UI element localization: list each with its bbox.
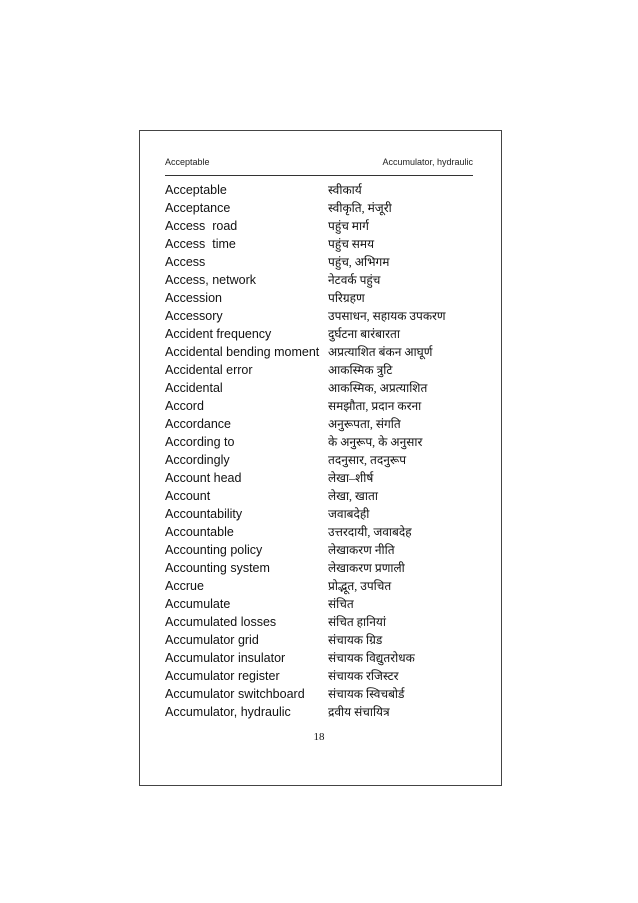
header-rule (165, 175, 473, 176)
glossary-entry (165, 451, 485, 469)
hindi-equivalent: के अनुरूप, के अनुसार (328, 435, 423, 449)
glossary-entry (165, 217, 485, 235)
hindi-equivalent: तदनुसार, तदनुरूप (328, 453, 407, 467)
glossary-entry (165, 397, 485, 415)
hindi-equivalent: लेखा, खाता (328, 489, 378, 503)
hindi-equivalent: अप्रत्याशित बंकन आघूर्ण (328, 345, 433, 359)
hindi-equivalent: परिग्रहण (328, 291, 365, 305)
glossary-entry (165, 523, 485, 541)
glossary-entry (165, 577, 485, 595)
hindi-equivalent: उत्तरदायी, जवाबदेह (328, 525, 412, 539)
glossary-entry (165, 307, 485, 325)
hindi-equivalent: संचायक विद्युतरोधक (328, 651, 415, 665)
hindi-equivalent: पहुंच मार्ग (328, 219, 369, 233)
hindi-equivalent: लेखाकरण प्रणाली (328, 561, 405, 575)
english-term: Accumulated losses (165, 615, 277, 629)
english-term: Access, network (165, 273, 257, 287)
english-term: Access time (165, 237, 236, 251)
hindi-equivalent: लेखा–शीर्ष (328, 471, 374, 485)
english-term: Access road (165, 219, 238, 233)
hindi-equivalent: जवाबदेही (328, 507, 370, 521)
english-term: Accession (165, 291, 222, 305)
english-term: Account head (165, 471, 242, 485)
hindi-equivalent: आकस्मिक, अप्रत्याशित (328, 381, 428, 395)
hindi-equivalent: समझौता, प्रदान करना (328, 399, 422, 413)
english-term: Accessory (165, 309, 223, 323)
hindi-equivalent: संचित हानियां (328, 615, 386, 629)
glossary-entry (165, 181, 485, 199)
hindi-equivalent: दुर्घटना बारंबारता (328, 327, 400, 341)
hindi-equivalent: द्रवीय संचायित्र (328, 705, 390, 719)
english-term: Accident frequency (165, 327, 272, 341)
english-term: Accumulator grid (165, 633, 259, 647)
glossary-entry (165, 505, 485, 523)
glossary-entry (165, 667, 485, 685)
english-term: Accumulator register (165, 669, 280, 683)
glossary-entry (165, 379, 485, 397)
english-term: Access (165, 255, 206, 269)
glossary-entry (165, 469, 485, 487)
glossary-entry (165, 703, 485, 721)
hindi-equivalent: स्वीकार्य (328, 183, 362, 197)
hindi-equivalent: लेखाकरण नीति (328, 543, 395, 557)
english-term: Accordingly (165, 453, 230, 467)
glossary-entry (165, 559, 485, 577)
english-term: Accounting system (165, 561, 270, 575)
glossary-entry (165, 433, 485, 451)
english-term: Accidental (165, 381, 223, 395)
english-term: Accidental error (165, 363, 253, 377)
english-term: According to (165, 435, 235, 449)
english-term: Accumulator switchboard (165, 687, 305, 701)
english-term: Accrue (165, 579, 204, 593)
hindi-equivalent: नेटवर्क पहुंच (328, 273, 381, 287)
english-term: Acceptable (165, 183, 227, 197)
glossary-entry (165, 235, 485, 253)
hindi-equivalent: प्रोद्भूत, उपचित (328, 579, 392, 593)
glossary-entry (165, 325, 485, 343)
hindi-equivalent: स्वीकृति, मंजूरी (328, 201, 392, 215)
hindi-equivalent: पहुंच समय (328, 237, 375, 251)
glossary-entry (165, 541, 485, 559)
english-term: Account (165, 489, 211, 503)
glossary-entry (165, 649, 485, 667)
page-number: 18 (313, 731, 325, 743)
glossary-entry (165, 415, 485, 433)
english-term: Accidental bending moment (165, 345, 320, 359)
glossary-entry (165, 685, 485, 703)
english-term: Accordance (165, 417, 232, 431)
header-last-entry: Accumulator, hydraulic (382, 157, 473, 167)
glossary-entry (165, 271, 485, 289)
english-term: Accountable (165, 525, 234, 539)
header-first-entry: Acceptable (165, 157, 210, 167)
english-term: Accord (165, 399, 204, 413)
english-term: Accumulator insulator (165, 651, 286, 665)
hindi-equivalent: पहुंच, अभिगम (328, 255, 390, 269)
english-term: Acceptance (165, 201, 231, 215)
hindi-equivalent: आकस्मिक त्रुटि (328, 363, 393, 377)
glossary-entry (165, 631, 485, 649)
hindi-equivalent: संचित (328, 597, 354, 611)
english-term: Accumulator, hydraulic (165, 705, 291, 719)
hindi-equivalent: संचायक ग्रिड (328, 633, 383, 647)
glossary-entry (165, 343, 485, 361)
hindi-equivalent: संचायक स्विचबोर्ड (328, 687, 405, 701)
glossary-entry (165, 289, 485, 307)
hindi-equivalent: संचायक रजिस्टर (328, 669, 399, 683)
glossary-list (165, 181, 485, 721)
glossary-entry (165, 253, 485, 271)
hindi-equivalent: उपसाधन, सहायक उपकरण (328, 309, 446, 323)
hindi-equivalent: अनुरूपता, संगति (328, 417, 401, 431)
glossary-entry (165, 199, 485, 217)
glossary-entry (165, 487, 485, 505)
glossary-entry (165, 613, 485, 631)
glossary-entry (165, 361, 485, 379)
glossary-entry (165, 595, 485, 613)
english-term: Accounting policy (165, 543, 263, 557)
english-term: Accumulate (165, 597, 231, 611)
english-term: Accountability (165, 507, 243, 521)
